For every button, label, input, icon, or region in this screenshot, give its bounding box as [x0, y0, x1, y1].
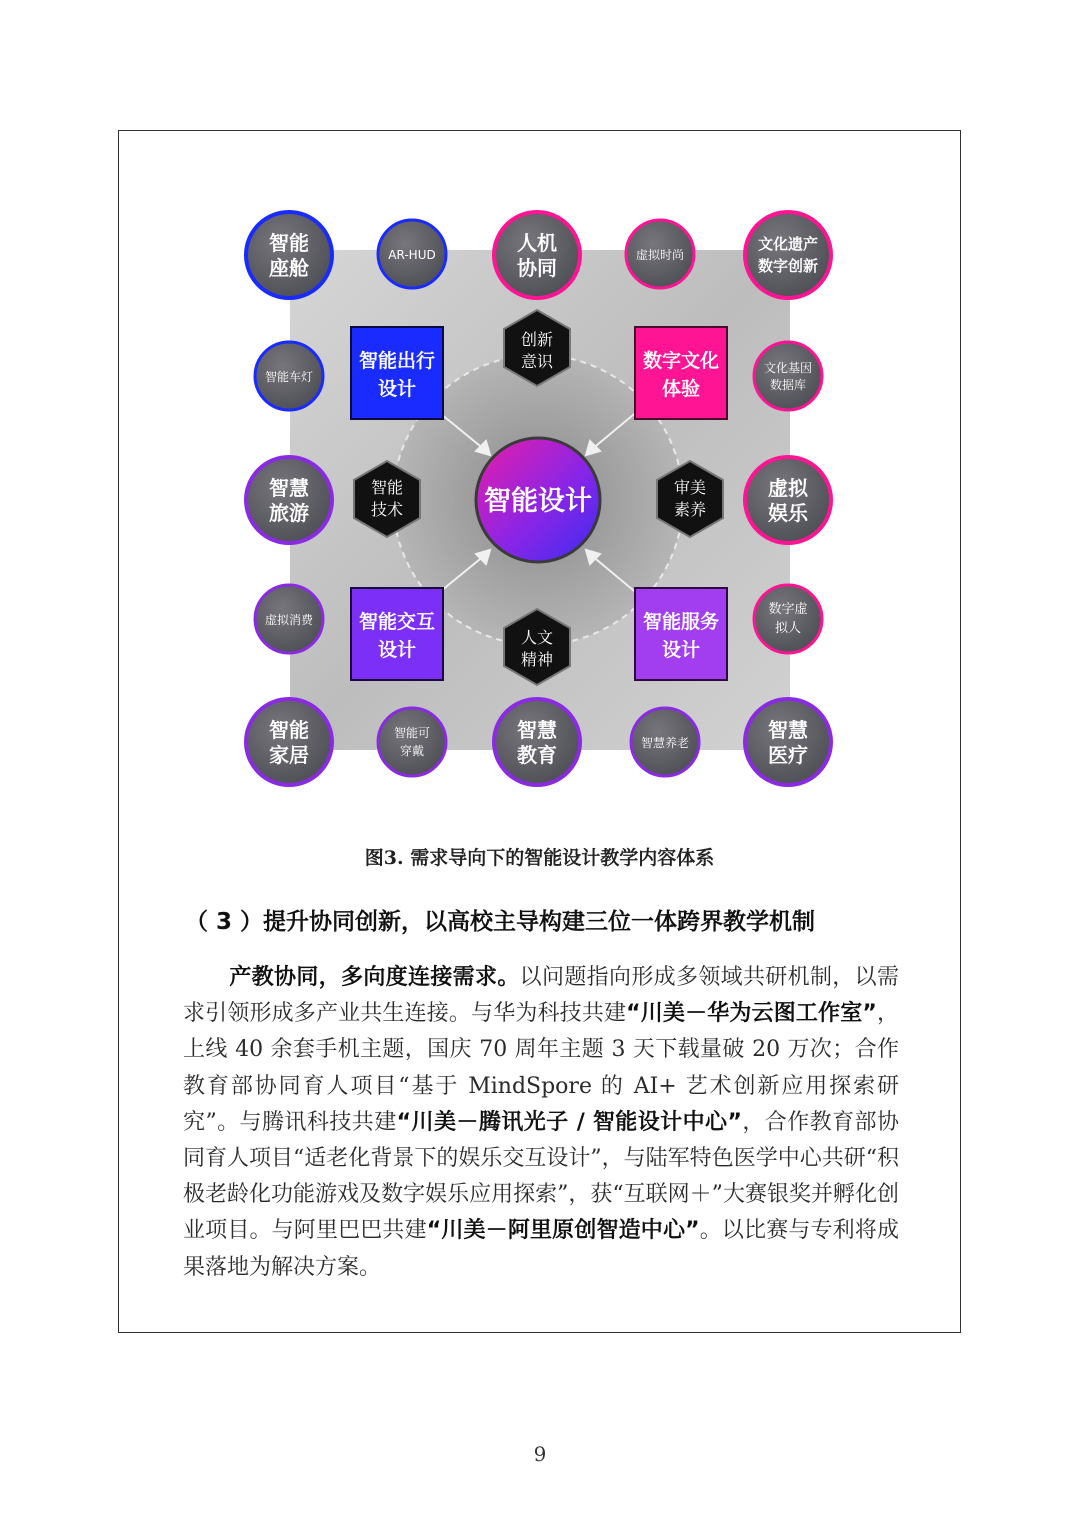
highlight-tencent: “川美－腾讯光子 / 智能设计中心”: [396, 1109, 742, 1135]
circle-digital-human: [754, 585, 822, 653]
svg-text:审美: 审美: [673, 478, 707, 497]
svg-text:文化基因: 文化基因: [763, 361, 813, 375]
svg-text:教育: 教育: [517, 743, 557, 767]
svg-text:素养: 素养: [673, 500, 707, 519]
quadrant-top-left: [351, 327, 443, 419]
svg-text:虚拟: 虚拟: [768, 476, 808, 500]
circle-virtual-fashion: [626, 220, 694, 288]
svg-text:数据库: 数据库: [769, 378, 807, 392]
svg-text:设计: 设计: [661, 639, 701, 661]
svg-text:智能: 智能: [269, 231, 309, 255]
svg-text:智能可: 智能可: [393, 726, 431, 740]
highlight-huawei: “川美－华为云图工作室”: [626, 1001, 877, 1027]
section-heading: （ 3 ）提升协同创新，以高校主导构建三位一体跨界教学机制: [185, 909, 816, 935]
svg-text:智慧: 智慧: [269, 476, 309, 500]
svg-text:技术: 技术: [370, 500, 404, 519]
svg-text:精神: 精神: [520, 650, 554, 669]
svg-text:文化遗产: 文化遗产: [757, 235, 819, 253]
svg-text:意识: 意识: [520, 352, 554, 371]
paragraph-text-1: 以问题指向形成多领域共研机制，以需求引领形成多产业共生连接。与华为科技共建: [183, 965, 899, 1027]
svg-text:座舱: 座舱: [269, 256, 309, 280]
svg-text:人文: 人文: [520, 628, 554, 647]
svg-text:智能车灯: 智能车灯: [264, 370, 314, 384]
circle-ar-hud: [378, 220, 446, 288]
svg-text:数字虚: 数字虚: [768, 602, 808, 617]
svg-text:拟人: 拟人: [774, 621, 802, 636]
svg-text:设计: 设计: [377, 639, 417, 661]
circle-smart-tourism: [246, 457, 332, 543]
svg-text:数字文化: 数字文化: [642, 350, 720, 372]
svg-text:智慧: 智慧: [517, 718, 557, 742]
circle-smart-home: [246, 699, 332, 785]
circle-smart-wearable: [378, 708, 446, 776]
svg-text:智能交互: 智能交互: [358, 611, 436, 633]
page-number: 9: [533, 1442, 547, 1466]
svg-text:虚拟消费: 虚拟消费: [264, 613, 314, 627]
quadrant-bottom-left: [351, 588, 443, 680]
svg-text:娱乐: 娱乐: [768, 501, 808, 525]
svg-text:穿戴: 穿戴: [399, 744, 425, 758]
body-paragraph: [183, 960, 899, 1286]
center-node: [476, 438, 600, 562]
circle-cultural-gene: [754, 342, 822, 410]
circle-smart-cockpit: [246, 212, 332, 298]
circle-virtual-entertainment: [745, 457, 831, 543]
svg-text:体验: 体验: [661, 378, 701, 400]
svg-text:智能: 智能: [269, 718, 309, 742]
svg-text:设计: 设计: [377, 378, 417, 400]
circle-virtual-consumption: [255, 585, 323, 653]
paragraph-text-3: ，合作教育部协同育人项目“适老化背景下的娱乐交互设计”，与陆军特色医学中心共研“积极老龄化功能游戏及数字娱乐应用探索”，获“互联网＋”大赛银奖并孵化创业项目。与阿里巴巴共建: [183, 1109, 899, 1244]
svg-text:智能服务: 智能服务: [642, 611, 720, 633]
circle-smart-healthcare: [745, 699, 831, 785]
paragraph-lead: 产教协同，多向度连接需求。: [229, 965, 520, 990]
svg-text:AR-HUD: AR-HUD: [388, 248, 436, 262]
svg-text:智慧: 智慧: [768, 718, 808, 742]
circle-smart-eldercare: [631, 708, 699, 776]
svg-text:智慧养老: 智慧养老: [640, 736, 690, 750]
circle-human-machine: [494, 212, 580, 298]
svg-text:人机: 人机: [517, 231, 557, 255]
quadrant-bottom-right: [635, 588, 727, 680]
svg-text:创新: 创新: [520, 330, 554, 349]
figure-caption: 图3. 需求导向下的智能设计教学内容体系: [364, 847, 715, 869]
quadrant-top-right: [635, 327, 727, 419]
paragraph-text-2: ，上线 40 余套手机主题，国庆 70 周年主题 3 天下载量破 20 万次；合作教育部协同育人项目“基于 MindSpore 的 AI+ 艺术创新应用探索研究”。与腾讯科技共建: [183, 1001, 899, 1135]
svg-text:家居: 家居: [269, 743, 309, 767]
svg-text:协同: 协同: [517, 256, 557, 280]
center-label: 智能设计: [484, 486, 592, 517]
circle-cultural-heritage: [745, 212, 831, 298]
paragraph-text-4: 。以比赛与专利将成果落地为解决方案。: [183, 1218, 899, 1280]
svg-text:智能出行: 智能出行: [358, 350, 436, 372]
circle-smart-education: [494, 699, 580, 785]
circle-smart-headlight: [255, 342, 323, 410]
svg-text:医疗: 医疗: [768, 743, 808, 767]
svg-text:智能: 智能: [370, 478, 404, 497]
svg-text:虚拟时尚: 虚拟时尚: [635, 248, 685, 262]
svg-text:旅游: 旅游: [269, 501, 309, 525]
svg-text:数字创新: 数字创新: [757, 257, 819, 275]
highlight-alibaba: “川美－阿里原创智造中心”: [426, 1218, 700, 1244]
content-system-diagram: [240, 205, 840, 805]
